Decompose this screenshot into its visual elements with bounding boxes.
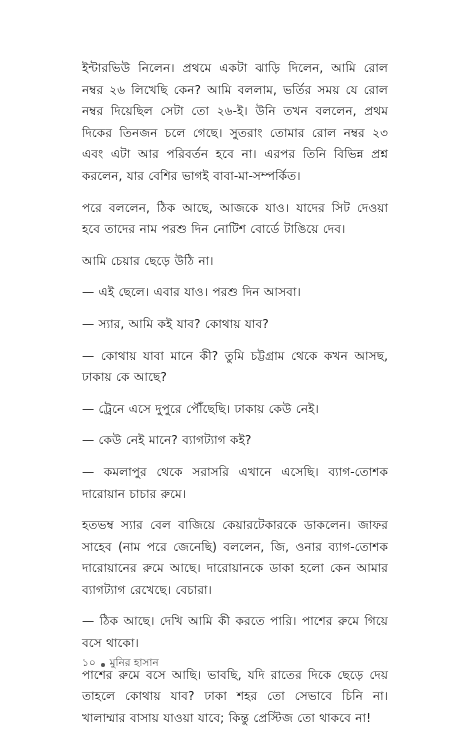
paragraph-11: — ঠিক আছে। দেখি আমি কী করতে পারি। পাশের রুমে গিয়ে বসে থাকো। [82, 614, 388, 651]
paragraph-7: — ট্রেনে এসে দুপুরে পৌঁছেছি। ঢাকায় কেউ নেই। [82, 401, 319, 416]
paragraph-6: — কোথায় যাবা মানে কী? তুমি চট্টগ্রাম থেকে কখন আসছ, ঢাকায় কে আছে? [82, 348, 388, 385]
bullet-separator-icon [101, 663, 105, 667]
page-body [82, 58, 388, 739]
paragraph-2: পরে বললেন, ঠিক আছে, আজকে যাও। যাদের সিট দেওয়া হবে তাদের নাম পরশু দিন নোটিশ বোর্ডে টাঙিয়ে দেব। [82, 200, 388, 237]
paragraph-1: ইন্টারভিউ নিলেন। প্রথমে একটা ঝাড়ি দিলেন, আমি রোল নম্বর ২৬ লিখেছি কেন? আমি বললাম, ভর্তির সময় যে রোল নম্বর দিয়েছিল সেটা তো ২৬-ই। উনি তখন বললেন, প্রথম দিকের তিনজন চলে গেছে। সুতরাং তোমার রোল নম্বর ২৩ এবং এটা আর পরিবর্তন হবে না। এরপর তিনি বিভিন্ন প্রশ্ন করলেন, যার বেশির ভাগই বাবা-মা-সম্পর্কিত। [82, 61, 388, 183]
paragraph-4: — এই ছেলে। এবার যাও। পরশু দিন আসবা। [82, 285, 301, 300]
paragraph-8: — কেউ নেই মানে? ব্যাগট্যাগ কই? [82, 433, 252, 448]
paragraph-3: আমি চেয়ার ছেড়ে উঠি না। [82, 253, 214, 268]
paragraph-12: পাশের রুমে বসে আছি। ভাবছি, যদি রাতের দিকে ছেড়ে দেয় তাহলে কোথায় যাব? ঢাকা শহর তো সেভাবে চিনি না। খালাম্মার বাসায় যাওয়া যাবে; কিন্তু প্রেস্টিজ তো থাকবে না! [82, 667, 388, 725]
author-name: মুনির হাসান [109, 657, 159, 669]
paragraph-10: হতভম্ব স্যার বেল বাজিয়ে কেয়ারটেকারকে ডাকলেন। জাফর সাহেব (নাম পরে জেনেছি) বললেন, জি, ওনার ব্যাগ-তোশক দারোয়ানের রুমে আছে। দারোয়ানকে ডাকা হলো কেন আমার ব্যাগট্যাগ রেখেছে। বেচারা। [82, 518, 388, 597]
paragraph-9: — কমলাপুর থেকে সরাসরি এখানে এসেছি। ব্যাগ-তোশক দারোয়ান চাচার রুমে। [82, 464, 388, 501]
paragraph-5: — স্যার, আমি কই যাব? কোথায় যাব? [82, 316, 269, 331]
page-footer [82, 656, 159, 673]
page-number: ১০ [82, 657, 96, 669]
